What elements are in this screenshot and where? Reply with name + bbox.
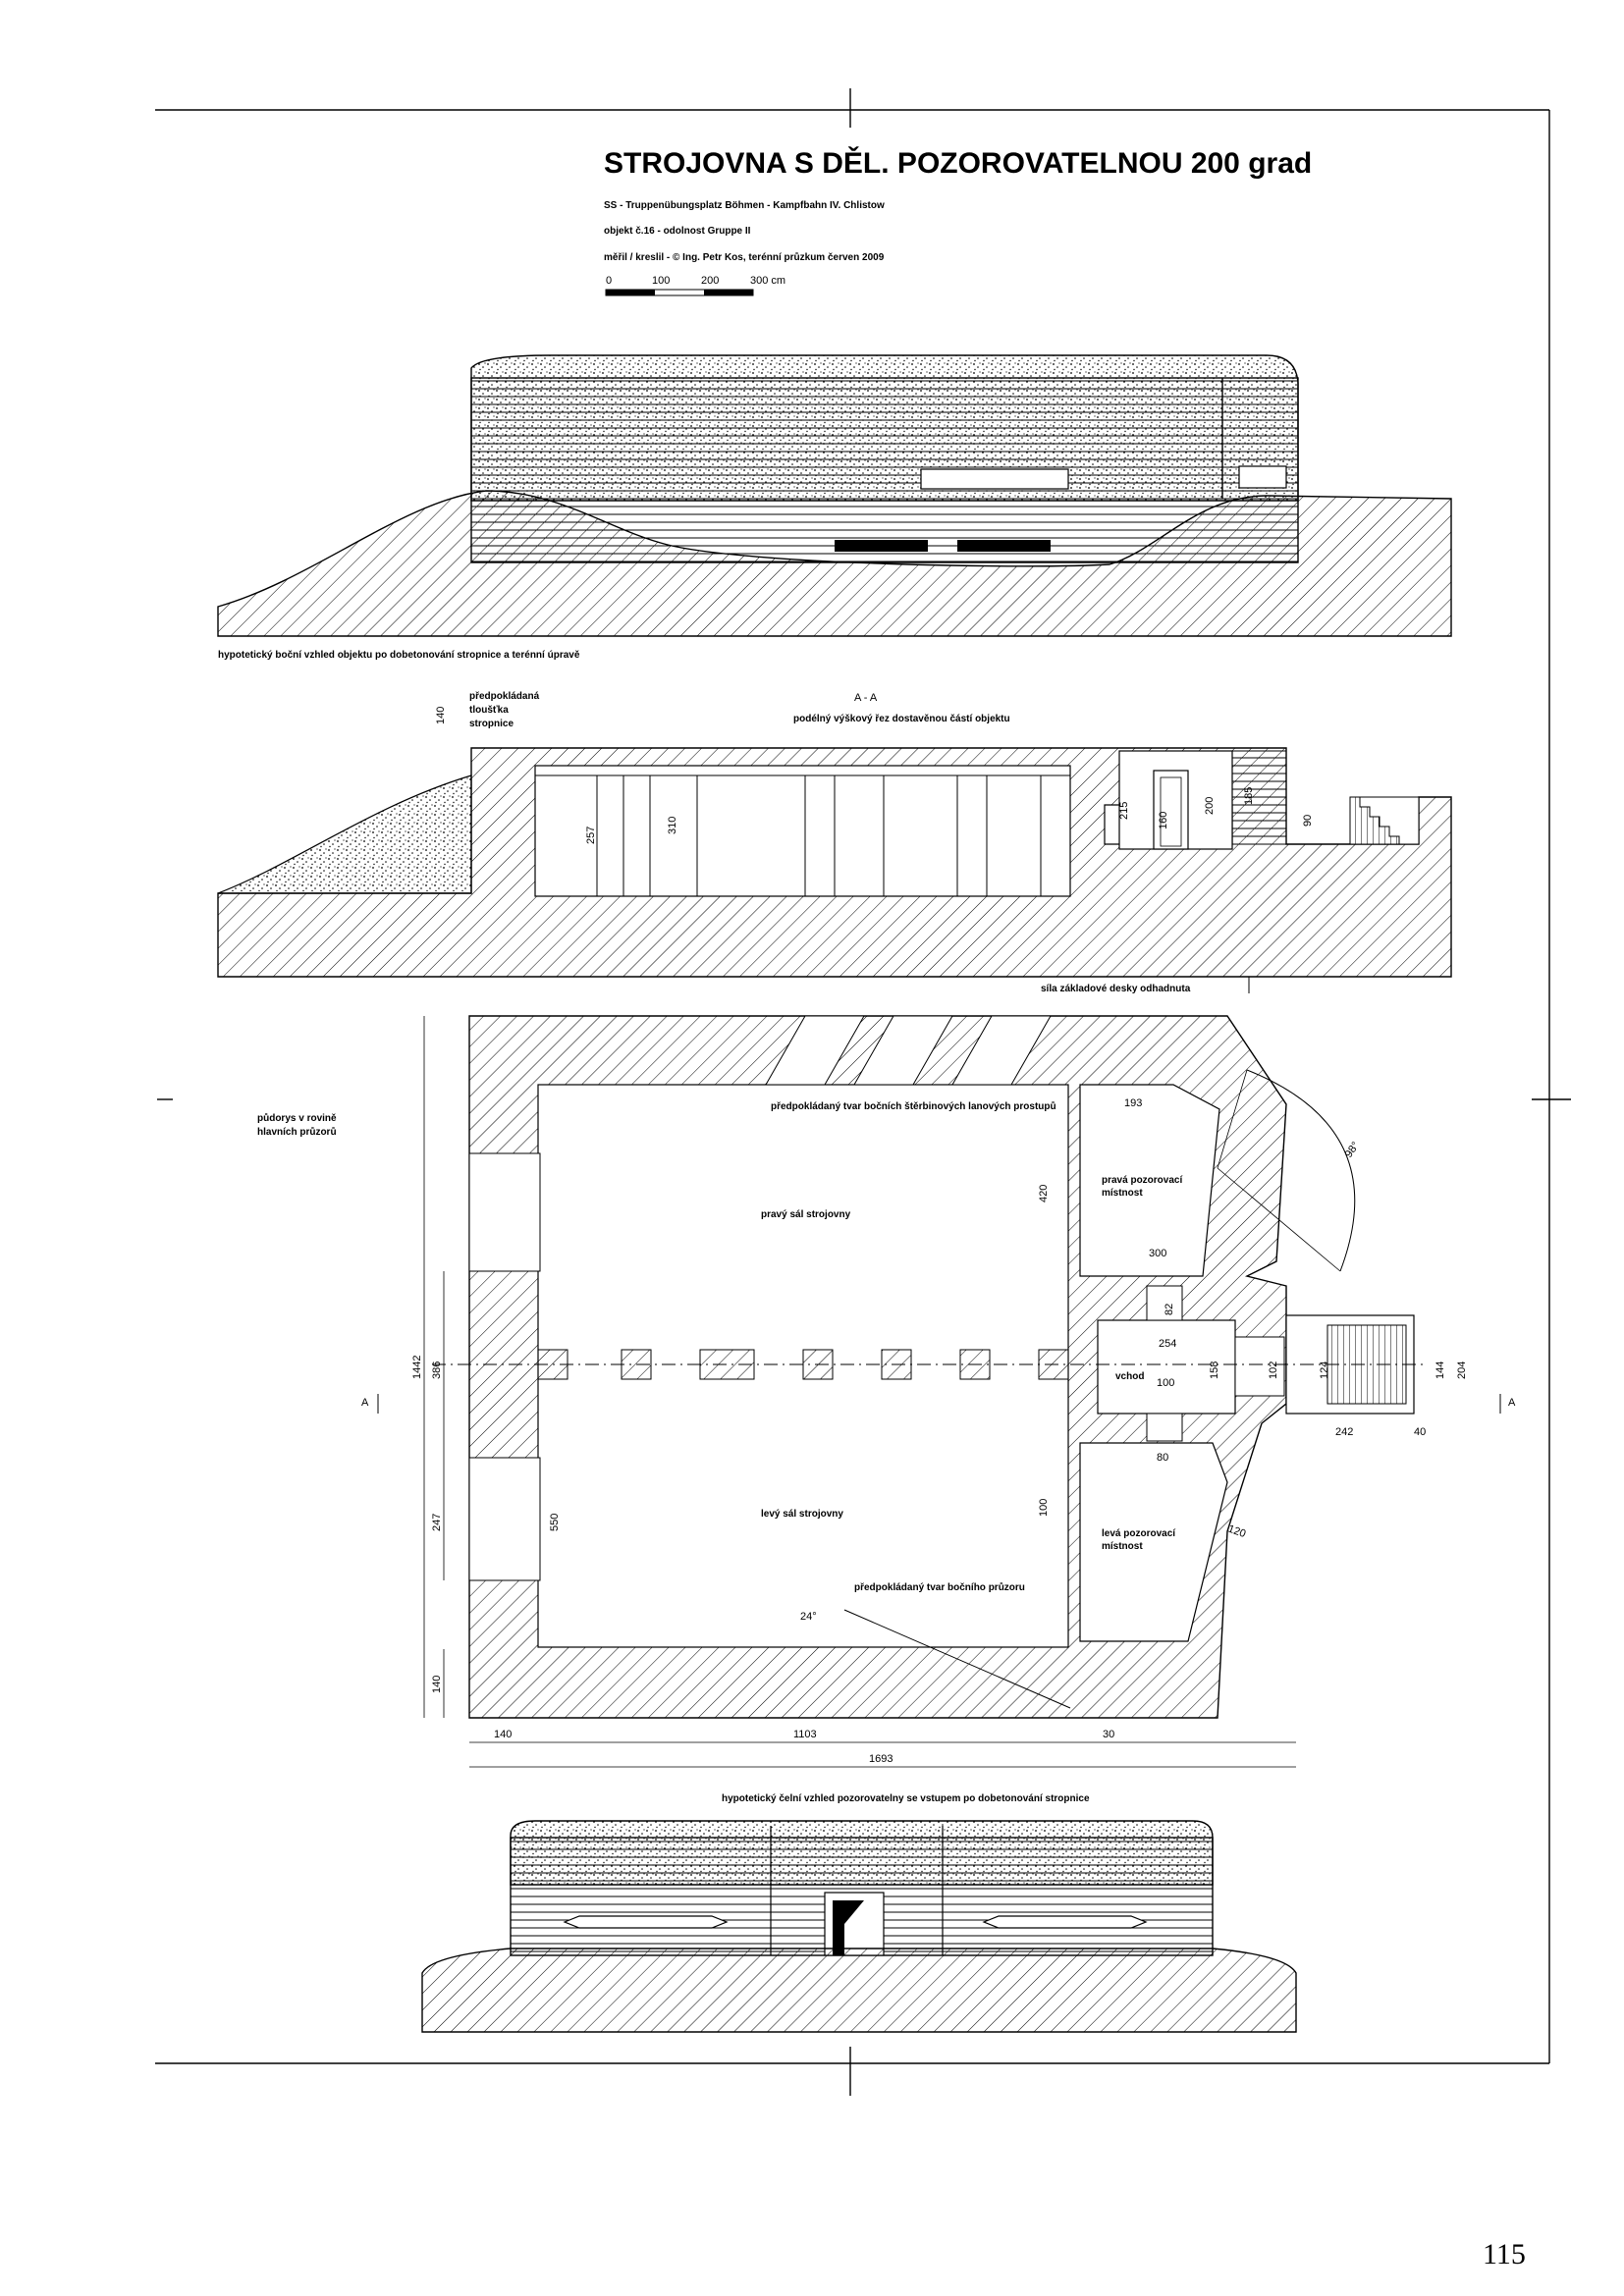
dim-124: 124 [1319, 1361, 1330, 1379]
dim-24: 24° [800, 1611, 817, 1623]
subtitle-line-3: měřil / kreslil - © Ing. Petr Kos, terénní průzkum červen 2009 [604, 252, 885, 263]
room-right-hall: pravý sál strojovny [761, 1209, 851, 1220]
front-view-caption: hypotetický čelní vzhled pozorovatelny se vstupem po dobetonování stropnice [722, 1793, 1090, 1804]
dim-247: 247 [431, 1513, 443, 1531]
section-aa-view [218, 691, 1451, 994]
plan-caption-2: hlavních průzorů [257, 1127, 337, 1138]
dim-roof: 140 [435, 706, 447, 724]
front-elevation-view [422, 1793, 1296, 2032]
dim-100b: 100 [1038, 1498, 1050, 1517]
dim-215: 215 [1118, 801, 1130, 820]
dim-185: 185 [1243, 786, 1255, 805]
subtitle-line-1: SS - Truppenübungsplatz Böhmen - Kampfbahn IV. Chlistow [604, 200, 885, 211]
room-left-hall: levý sál strojovny [761, 1509, 843, 1520]
dim-310: 310 [667, 816, 678, 834]
plan-view [257, 1016, 1516, 1767]
plan-note-top: předpokládaný tvar bočních štěrbinových lanových prostupů [771, 1101, 1056, 1112]
dim-102: 102 [1268, 1361, 1279, 1379]
plan-caption-1: půdorys v rovině [257, 1113, 337, 1124]
dim-100: 100 [1157, 1377, 1175, 1389]
dim-40: 40 [1414, 1426, 1427, 1438]
room-right-obs-1: pravá pozorovací [1102, 1175, 1183, 1186]
dim-98: 98° [1342, 1140, 1363, 1160]
dim-300: 300 [1149, 1248, 1167, 1259]
dim-420: 420 [1038, 1184, 1050, 1202]
dim-193: 193 [1124, 1097, 1143, 1109]
dim-200: 200 [1204, 796, 1216, 815]
subtitle-line-2: objekt č.16 - odolnost Gruppe II [604, 226, 751, 237]
section-note-1: předpokládaná [469, 691, 540, 702]
room-left-obs-2: místnost [1102, 1541, 1143, 1552]
dim-80: 80 [1157, 1452, 1169, 1464]
dim-90: 90 [1302, 814, 1314, 827]
page-number: 115 [1483, 2238, 1526, 2270]
dim-82: 82 [1164, 1303, 1175, 1315]
scale-bar [606, 275, 785, 295]
side-view-caption: hypotetický boční vzhled objektu po dobetonování stropnice a terénní úpravě [218, 650, 580, 661]
dim-140h: 140 [494, 1729, 513, 1740]
dim-254: 254 [1159, 1338, 1177, 1350]
section-title: A - A [854, 692, 878, 704]
section-base-note: síla základové desky odhadnuta [1041, 984, 1191, 994]
section-caption: podélný výškový řez dostavěnou částí objektu [793, 714, 1010, 724]
scale-tick-300: 300 cm [750, 275, 786, 287]
dim-550: 550 [549, 1513, 561, 1531]
section-note-2: tloušťka [469, 705, 509, 716]
dim-204: 204 [1456, 1361, 1468, 1379]
room-entrance: vchod [1115, 1371, 1145, 1382]
section-note-3: stropnice [469, 719, 514, 729]
dim-144: 144 [1435, 1361, 1446, 1379]
room-left-obs-1: levá pozorovací [1102, 1528, 1176, 1539]
room-right-obs-2: místnost [1102, 1188, 1143, 1199]
dim-120: 120 [1225, 1522, 1248, 1541]
dim-1103: 1103 [793, 1729, 817, 1740]
dim-158: 158 [1209, 1361, 1220, 1379]
scale-tick-200: 200 [701, 275, 720, 287]
scale-tick-0: 0 [606, 275, 613, 287]
plan-note-bottom: předpokládaný tvar bočního průzoru [854, 1582, 1025, 1593]
scale-tick-100: 100 [652, 275, 671, 287]
dim-140v: 140 [431, 1675, 443, 1693]
dim-386: 386 [431, 1361, 443, 1379]
dim-30: 30 [1103, 1729, 1115, 1740]
section-mark-left: A [361, 1397, 369, 1409]
dim-160: 160 [1158, 811, 1169, 829]
title-block [604, 146, 1312, 295]
side-elevation-view [218, 355, 1451, 661]
dim-1693: 1693 [869, 1753, 893, 1765]
dim-242: 242 [1335, 1426, 1354, 1438]
section-mark-right: A [1508, 1397, 1516, 1409]
sheet-title: STROJOVNA S DĚL. POZOROVATELNOU 200 grad [604, 147, 1313, 180]
dim-257: 257 [585, 826, 597, 844]
dim-1442: 1442 [411, 1355, 423, 1379]
